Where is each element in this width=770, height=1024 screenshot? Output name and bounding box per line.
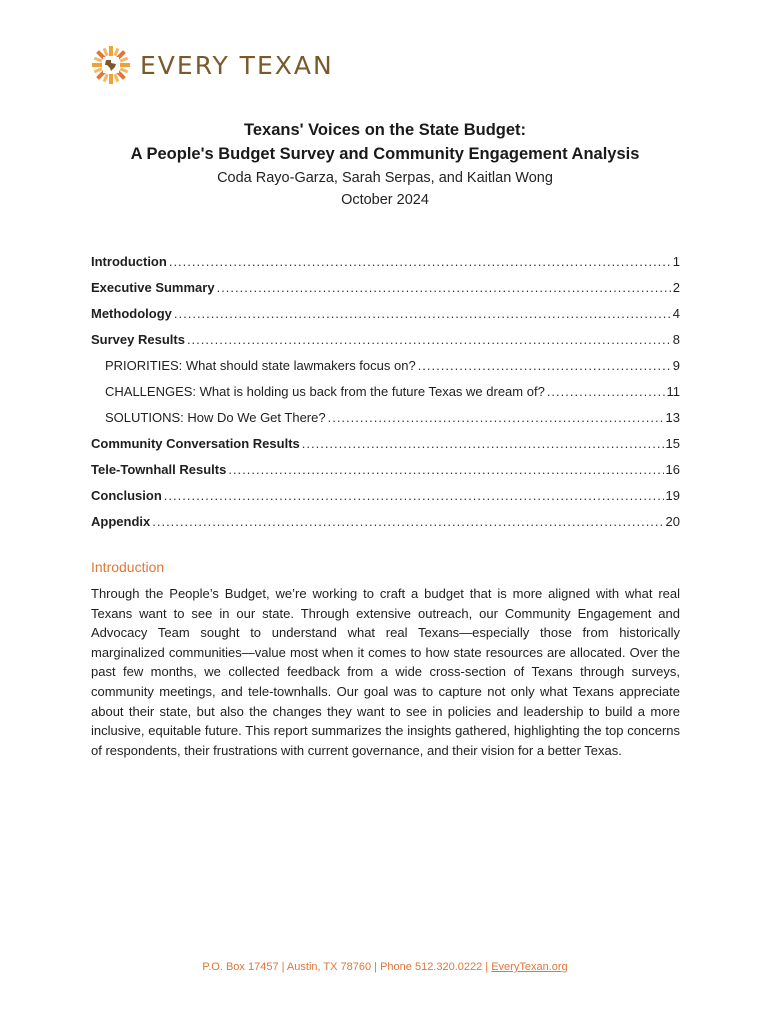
toc-entry[interactable] xyxy=(91,434,680,460)
footer-website-link[interactable]: EveryTexan.org xyxy=(491,961,568,973)
introduction-paragraph: Through the People’s Budget, we’re working to craft a budget that is more aligned with what real Texans want to see in our state. Through extensive outreach, our Community Engagement and Advocacy Team sought to understand what real Texans—especially those from historically marginalized communities—value most when it comes to how state resources are allocated. Over the past few months, we collected feedback from a wide cross-section of Texans through surveys, community meetings, and tele-townhalls. Our goal was to capture not only what Texans appreciate about their state, but also the changes they want to see in policies and leadership to build a more inclusive, equitable future. This report summarizes the insights gathered, highlighting the top concerns of respondents, their frustrations with current governance, and their vision for a better Texas. xyxy=(91,586,680,758)
toc-dot-leader xyxy=(302,434,664,454)
toc-entry-label: Tele-Townhall Results xyxy=(91,462,227,477)
footer-address: P.O. Box 17457 | Austin, TX 78760 | Phone 512.320.0222 | xyxy=(202,961,492,973)
toc-entry-page: 11 xyxy=(666,384,680,399)
toc-entry-label: Community Conversation Results xyxy=(91,436,300,451)
toc-entry[interactable] xyxy=(91,304,680,330)
toc-dot-leader xyxy=(164,486,664,506)
toc-dot-leader xyxy=(418,356,671,376)
toc-entry-label: Executive Summary xyxy=(91,280,215,295)
toc-dot-leader xyxy=(169,252,671,272)
toc-entry-page: 9 xyxy=(672,358,680,373)
toc-entry-page: 19 xyxy=(665,488,680,503)
toc-entry-label: PRIORITIES: What should state lawmakers focus on? xyxy=(105,358,416,373)
toc-entry-page: 13 xyxy=(665,410,680,425)
page-footer xyxy=(0,961,770,973)
toc-entry-page: 16 xyxy=(665,462,680,477)
toc-entry-page: 8 xyxy=(672,332,680,347)
toc-entry-label: Survey Results xyxy=(91,332,185,347)
sunburst-logo-icon xyxy=(92,46,130,84)
report-title-line-1: Texans' Voices on the State Budget: xyxy=(243,121,527,139)
toc-entry-page: 1 xyxy=(672,254,680,269)
toc-entry-page: 20 xyxy=(665,514,680,529)
toc-entry[interactable] xyxy=(91,252,680,278)
toc-dot-leader xyxy=(547,382,665,402)
toc-entry-page: 4 xyxy=(672,306,680,321)
every-texan-logo xyxy=(92,46,334,84)
toc-entry[interactable] xyxy=(91,278,680,304)
report-title-line-2: A People's Budget Survey and Community Engagement Analysis xyxy=(130,145,640,163)
toc-entry[interactable] xyxy=(91,408,680,434)
toc-entry-label: Methodology xyxy=(91,306,172,321)
toc-entry-label: Introduction xyxy=(91,254,167,269)
toc-entry-label: CHALLENGES: What is holding us back from the future Texas we dream of? xyxy=(105,384,545,399)
toc-dot-leader xyxy=(174,304,671,324)
toc-entry[interactable] xyxy=(91,382,680,408)
toc-entry[interactable] xyxy=(91,512,680,538)
toc-entry[interactable] xyxy=(91,330,680,356)
toc-dot-leader xyxy=(152,512,663,532)
title-block xyxy=(0,118,770,211)
toc-dot-leader xyxy=(217,278,671,298)
table-of-contents xyxy=(91,252,680,538)
section-heading-introduction: Introduction xyxy=(91,559,165,575)
toc-dot-leader xyxy=(228,460,663,480)
report-authors: Coda Rayo-Garza, Sarah Serpas, and Kaitlan Wong xyxy=(217,170,553,186)
toc-entry[interactable] xyxy=(91,460,680,486)
toc-entry-label: Conclusion xyxy=(91,488,162,503)
toc-dot-leader xyxy=(328,408,664,428)
toc-entry-page: 15 xyxy=(665,436,680,451)
toc-entry-page: 2 xyxy=(672,280,680,295)
toc-entry-label: SOLUTIONS: How Do We Get There? xyxy=(105,410,326,425)
toc-entry-label: Appendix xyxy=(91,514,151,529)
toc-dot-leader xyxy=(187,330,671,350)
report-date: October 2024 xyxy=(341,192,429,208)
logo-wordmark: EVERY TEXAN xyxy=(140,50,334,80)
toc-entry[interactable] xyxy=(91,486,680,512)
toc-entry[interactable] xyxy=(91,356,680,382)
